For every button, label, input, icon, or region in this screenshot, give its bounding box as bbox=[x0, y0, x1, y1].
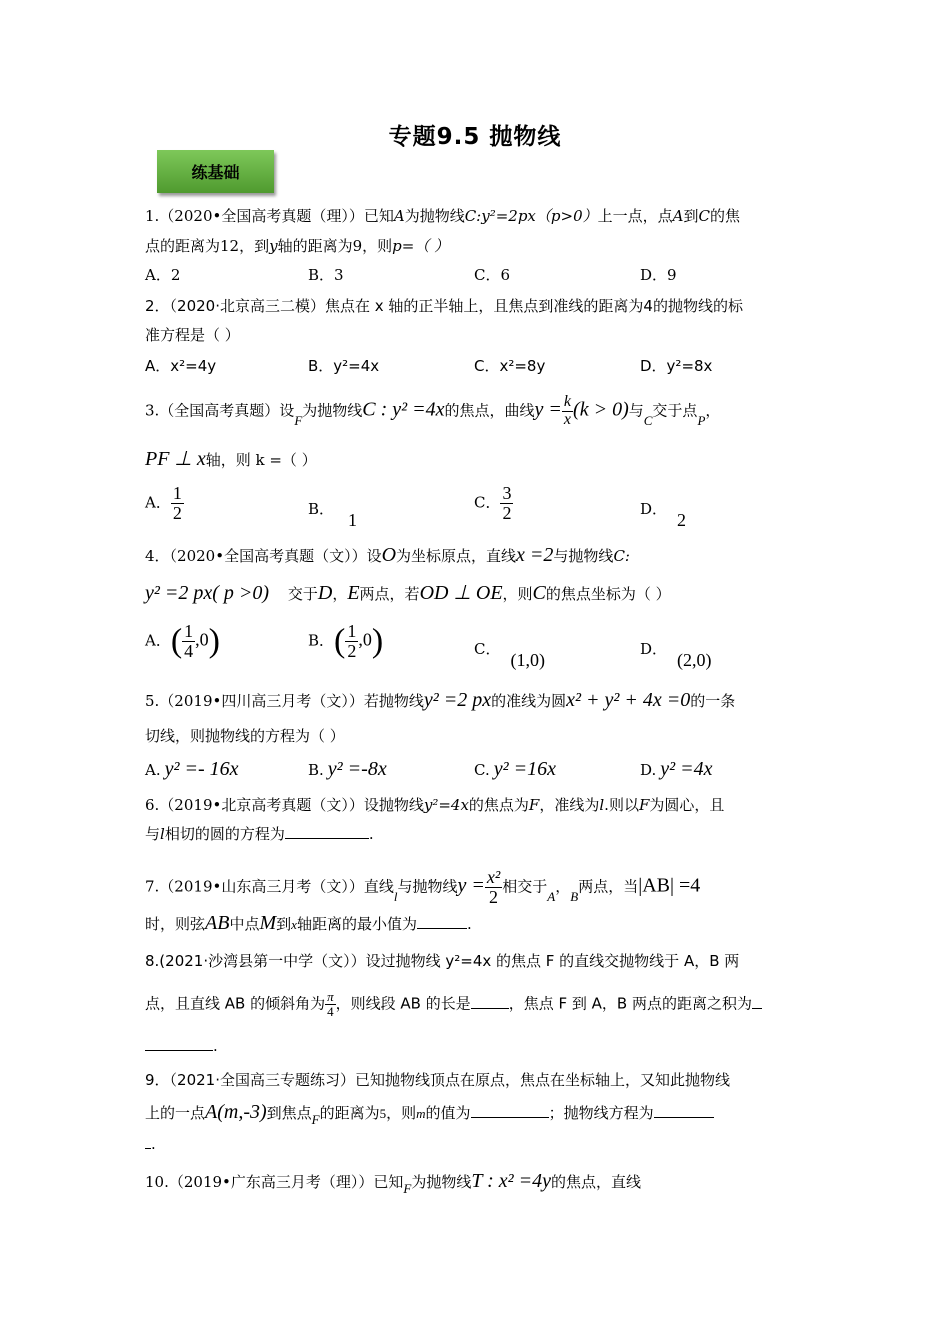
text: 与抛物线 bbox=[397, 877, 458, 896]
problem-2-option-a: A．x²=4y bbox=[145, 357, 217, 375]
option-value: 1 bbox=[348, 510, 358, 530]
option-value: y² =-8x bbox=[327, 758, 387, 780]
section-badge: 练基础 bbox=[157, 150, 274, 193]
math-condition: (k > 0) bbox=[573, 398, 629, 421]
math-equation: y²=4x bbox=[423, 796, 469, 814]
problem-10-line-1 bbox=[145, 1170, 642, 1196]
text: ，则 bbox=[502, 585, 533, 603]
denominator: x bbox=[563, 410, 572, 428]
fraction bbox=[500, 484, 513, 523]
fraction bbox=[171, 484, 184, 523]
text: 点，且直线 AB 的倾斜角为 bbox=[145, 994, 326, 1013]
math-var: F bbox=[638, 796, 650, 814]
text: 10.（2019•广东高三月考（理））已知 bbox=[145, 1173, 404, 1191]
text: 为抛物线 bbox=[411, 1173, 472, 1191]
problem-1-line-2 bbox=[145, 235, 449, 256]
fraction bbox=[485, 868, 502, 907]
text: ， bbox=[332, 585, 348, 603]
text: 的焦点坐标为（ ） bbox=[545, 585, 671, 603]
math-var: m bbox=[416, 1106, 426, 1121]
problem-6-line-1 bbox=[145, 794, 724, 815]
math-var: AB bbox=[205, 912, 230, 934]
math-var: C bbox=[643, 413, 653, 429]
problem-2-option-b: B．y²=4x bbox=[308, 357, 380, 375]
math-var: x bbox=[291, 917, 297, 932]
problem-1-option-b: B．3 bbox=[308, 266, 344, 284]
text: 两点，当 bbox=[578, 877, 639, 896]
problem-3-option-d bbox=[640, 498, 687, 530]
text: ，焦点 F 到 A，B 两点的距离之积为 bbox=[508, 994, 752, 1013]
text: 的焦点，直线 bbox=[551, 1173, 642, 1191]
text: 与抛物线 bbox=[553, 547, 614, 565]
option-value: (1,0) bbox=[510, 650, 545, 670]
option-value: (2,0) bbox=[677, 650, 712, 670]
numerator: 3 bbox=[502, 483, 512, 503]
math-var: B bbox=[570, 889, 579, 905]
text: ，则 bbox=[386, 1104, 417, 1122]
problem-3-line-2 bbox=[145, 446, 317, 471]
math-equation: C:y²=2px（p>0） bbox=[464, 207, 598, 225]
problem-2-line-2: 准方程是（ ） bbox=[145, 326, 240, 344]
problem-9-line-3 bbox=[145, 1134, 156, 1153]
option-label: C. bbox=[474, 761, 490, 779]
problem-9-line-2 bbox=[145, 1101, 714, 1127]
math-var: p=（ ） bbox=[392, 237, 450, 255]
text: 轴距离的最小值为 bbox=[296, 915, 417, 933]
math-equation: y = bbox=[534, 398, 562, 421]
math-var: y bbox=[269, 237, 278, 255]
text: .则以 bbox=[604, 796, 639, 814]
problem-2-option-d: D．y²=8x bbox=[640, 357, 713, 375]
problem-3-line-1 bbox=[145, 394, 720, 429]
math-var: l bbox=[599, 796, 605, 814]
problem-2-line-1: 2．（2020·北京高三二模）焦点在 x 轴的正半轴上，且焦点到准线的距离为4的抛物线的标 bbox=[145, 297, 743, 315]
option-value: y² =16x bbox=[493, 758, 556, 780]
math-equation: T : x² =4y bbox=[471, 1170, 552, 1192]
math-var: E bbox=[347, 582, 360, 604]
problem-5-option-d bbox=[640, 758, 713, 781]
text: 为抛物线 bbox=[404, 207, 465, 225]
option-label: A． bbox=[145, 631, 171, 650]
text: 与 bbox=[145, 825, 161, 843]
page-title: 专题9.5 抛物线 bbox=[388, 124, 562, 150]
text: 时，则弦 bbox=[145, 915, 206, 933]
answer-blank[interactable] bbox=[471, 994, 509, 1009]
math-var: P bbox=[697, 413, 706, 429]
math-equation: OD ⊥ OE bbox=[419, 582, 503, 604]
text: 的准线为圆 bbox=[491, 692, 567, 710]
problem-4-option-a: A．( $\frac{1}{4}$ ,0) bbox=[145, 621, 220, 661]
option-label: B． bbox=[308, 500, 335, 518]
problem-4-option-c bbox=[474, 638, 545, 670]
math-equation: y = bbox=[457, 874, 485, 897]
math-var: C: bbox=[613, 547, 630, 565]
option-label: D. bbox=[640, 761, 657, 779]
math-equation: y² =2 px bbox=[423, 689, 492, 711]
answer-blank[interactable] bbox=[417, 914, 467, 929]
text: . bbox=[213, 1037, 218, 1055]
numerator: 1 bbox=[184, 621, 194, 641]
problem-2-option-c: C．x²=8y bbox=[474, 357, 546, 375]
math-equation: C : y² =4x bbox=[362, 398, 445, 421]
math-var: l bbox=[160, 825, 165, 843]
text: ， bbox=[705, 401, 721, 420]
numerator: 1 bbox=[347, 621, 357, 641]
text: ，准线为 bbox=[539, 796, 600, 814]
problem-8-line-3 bbox=[145, 1036, 218, 1055]
problem-7-line-2 bbox=[145, 912, 472, 935]
math-var: F bbox=[311, 1112, 320, 1127]
text: ， bbox=[555, 877, 571, 896]
text: 相切的圆的方程为 bbox=[164, 825, 285, 843]
text: 的值为 bbox=[425, 1104, 471, 1122]
numerator: k bbox=[563, 393, 572, 410]
option-label: A. bbox=[145, 761, 161, 779]
text: ；抛物线方程为 bbox=[548, 1104, 654, 1122]
problem-1-option-a: A．2 bbox=[145, 266, 181, 284]
answer-blank[interactable] bbox=[145, 1036, 213, 1051]
text: 点的距离为12，到 bbox=[145, 237, 270, 255]
math-var: A bbox=[672, 207, 684, 225]
answer-blank[interactable] bbox=[654, 1103, 714, 1118]
math-equation: |AB| =4 bbox=[638, 874, 701, 897]
text: 轴的距离为9，则 bbox=[277, 237, 393, 255]
denominator: 4 bbox=[184, 640, 194, 661]
problem-3-option-c bbox=[474, 484, 513, 523]
option-label: B． bbox=[308, 631, 335, 650]
answer-blank[interactable] bbox=[752, 994, 762, 1009]
problem-8-line-1: 8.(2021·沙湾县第一中学（文））设过抛物线 y²=4x 的焦点 F 的直线交抛物线于 A，B 两 bbox=[145, 952, 740, 970]
denominator: 2 bbox=[347, 640, 357, 661]
math-number: 5 bbox=[379, 1106, 387, 1121]
problem-3-option-b bbox=[308, 498, 358, 530]
text: 5.（2019•四川高三月考（文））若抛物线 bbox=[145, 692, 424, 710]
denominator: 2 bbox=[489, 886, 499, 907]
text: . bbox=[466, 915, 472, 933]
numerator: 1 bbox=[172, 483, 182, 503]
text: 轴，则 k =（ ） bbox=[205, 451, 317, 469]
option-label: C． bbox=[474, 493, 501, 512]
text: 两点，若 bbox=[359, 585, 420, 603]
text: 交于点 bbox=[652, 401, 698, 420]
math-var: O bbox=[381, 544, 397, 566]
math-var: F bbox=[528, 796, 540, 814]
option-value: 2 bbox=[677, 510, 687, 530]
text: 7.（2019•山东高三月考（文））直线 bbox=[145, 877, 394, 896]
denominator: 2 bbox=[502, 502, 512, 523]
option-value: ,0 bbox=[195, 629, 209, 650]
text: 上的一点 bbox=[145, 1104, 206, 1122]
problem-5-line-2: 切线，则抛物线的方程为（ ） bbox=[145, 727, 345, 745]
text: 为坐标原点，直线 bbox=[396, 547, 517, 565]
text: . bbox=[151, 1135, 156, 1153]
numerator: x² bbox=[486, 867, 501, 887]
math-var: C bbox=[698, 207, 710, 225]
math-var: A bbox=[547, 889, 556, 905]
answer-blank[interactable] bbox=[471, 1103, 549, 1118]
math-var: F bbox=[294, 413, 303, 429]
option-value: ,0 bbox=[358, 629, 372, 650]
problem-7-line-1 bbox=[145, 868, 700, 907]
option-label: C． bbox=[474, 640, 501, 658]
text: 与 bbox=[628, 401, 644, 420]
math-var: D bbox=[317, 582, 333, 604]
fraction bbox=[562, 394, 573, 429]
math-var: l bbox=[393, 889, 398, 905]
text: 的焦点，曲线 bbox=[444, 401, 535, 420]
problem-4-option-d bbox=[640, 638, 712, 670]
option-value: y² =- 16x bbox=[164, 758, 239, 780]
text: . bbox=[368, 825, 374, 843]
math-var: A bbox=[393, 207, 405, 225]
fraction bbox=[345, 622, 358, 661]
text: 的焦 bbox=[709, 207, 740, 225]
text: 到 bbox=[683, 207, 699, 225]
problem-4-line-1 bbox=[145, 544, 630, 567]
denominator: 2 bbox=[172, 502, 182, 523]
fraction bbox=[182, 622, 195, 661]
text: 交于 bbox=[287, 585, 318, 603]
problem-5-option-a bbox=[145, 758, 239, 781]
fraction bbox=[325, 990, 336, 1018]
problem-3-option-a bbox=[145, 484, 184, 523]
problem-4-option-b: B．( $\frac{1}{2}$ ,0) bbox=[308, 621, 384, 661]
text: 的一条 bbox=[690, 692, 736, 710]
option-label: B. bbox=[308, 761, 324, 779]
math-equation: y² =2 px( p >0) bbox=[145, 582, 270, 604]
math-var: M bbox=[259, 912, 277, 934]
option-label: D． bbox=[640, 640, 668, 658]
problem-1-option-d: D．9 bbox=[640, 266, 677, 284]
text: 上一点，点 bbox=[597, 207, 673, 225]
text: 3.（全国高考真题）设 bbox=[145, 401, 295, 420]
option-label: D． bbox=[640, 500, 668, 518]
denominator: 4 bbox=[327, 1003, 334, 1019]
math-var: C bbox=[532, 582, 546, 604]
math-equation: x =2 bbox=[516, 544, 554, 566]
text: 4．（2020•全国高考真题（文））设 bbox=[145, 547, 382, 565]
numerator: π bbox=[327, 989, 334, 1004]
text: 相交于 bbox=[502, 877, 548, 896]
text: 6.（2019•北京高考真题（文））设抛物线 bbox=[145, 796, 424, 814]
problem-5-option-b bbox=[308, 758, 387, 781]
math-var: F bbox=[403, 1181, 412, 1196]
option-value: y² =4x bbox=[660, 758, 713, 780]
text: 到 bbox=[276, 915, 292, 933]
problem-5-line-1 bbox=[145, 689, 735, 712]
answer-blank[interactable] bbox=[285, 824, 369, 839]
problem-1-option-c: C．6 bbox=[474, 266, 511, 284]
math-point: A(m,-3) bbox=[205, 1101, 267, 1123]
text: 到焦点 bbox=[266, 1104, 312, 1122]
text: ，则线段 AB 的长是 bbox=[335, 994, 471, 1013]
text: 的焦点为 bbox=[468, 796, 529, 814]
text: 中点 bbox=[229, 915, 260, 933]
text: 的距离为 bbox=[319, 1104, 380, 1122]
option-label: A． bbox=[145, 493, 171, 512]
text: 1.（2020•全国高考真题（理））已知 bbox=[145, 207, 394, 225]
text: 为抛物线 bbox=[302, 401, 363, 420]
math-equation: x² + y² + 4x =0 bbox=[566, 689, 691, 711]
problem-8-line-2 bbox=[145, 990, 762, 1018]
problem-6-line-2 bbox=[145, 823, 374, 844]
problem-9-line-1: 9．（2021·全国高三专题练习）已知抛物线顶点在原点，焦点在坐标轴上，又知此抛物线 bbox=[145, 1071, 730, 1089]
text: 为圆心，且 bbox=[649, 796, 725, 814]
problem-1-line-1 bbox=[145, 205, 740, 226]
math-equation: PF ⊥ x bbox=[145, 448, 206, 470]
problem-5-option-c bbox=[474, 758, 556, 781]
problem-4-line-2 bbox=[145, 580, 671, 605]
